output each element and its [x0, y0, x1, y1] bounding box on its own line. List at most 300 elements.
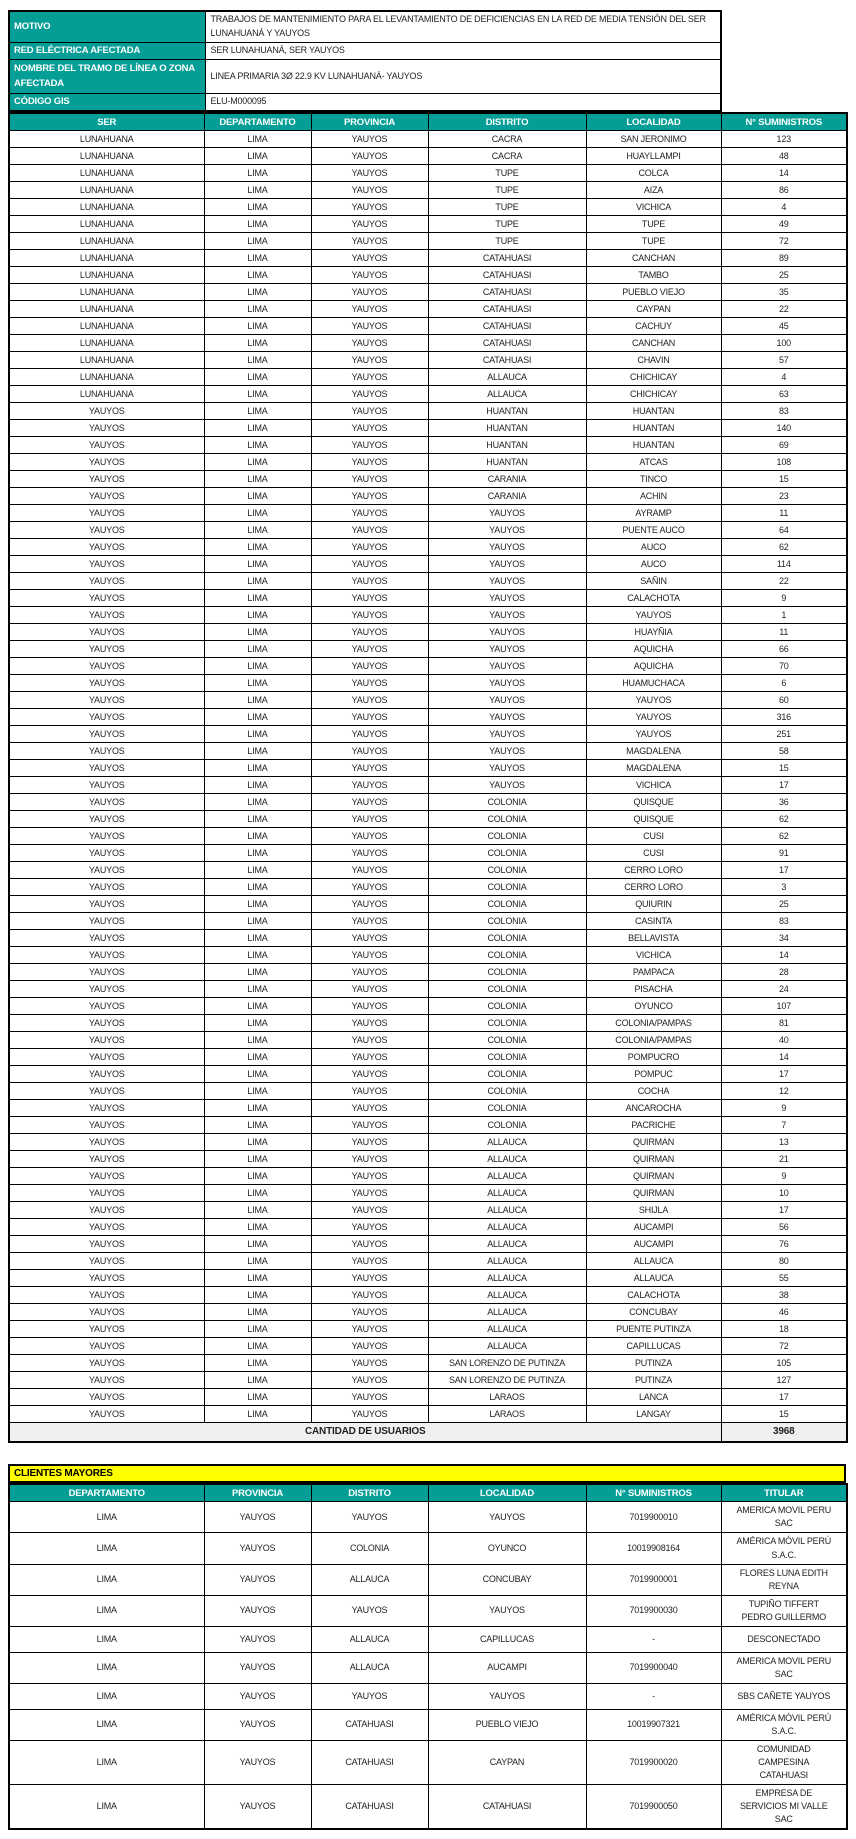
supplies-cell-1: LIMA: [204, 385, 311, 402]
supplies-cell-2: YAUYOS: [311, 997, 428, 1014]
supplies-cell-0: YAUYOS: [9, 1286, 204, 1303]
supplies-cell-1: LIMA: [204, 1371, 311, 1388]
supplies-cell-4: CUSI: [586, 827, 721, 844]
supplies-cell-1: LIMA: [204, 266, 311, 283]
supplies-cell-1: LIMA: [204, 980, 311, 997]
table-row: [9, 776, 847, 793]
supplies-cell-1: LIMA: [204, 1099, 311, 1116]
column-header: TITULAR: [721, 1484, 847, 1502]
supplies-cell-1: LIMA: [204, 130, 311, 147]
supplies-cell-0: YAUYOS: [9, 1388, 204, 1405]
supplies-cell-1: LIMA: [204, 589, 311, 606]
supplies-cell-5: 24: [721, 980, 847, 997]
supplies-cell-2: YAUYOS: [311, 1065, 428, 1082]
client-cell-2: COLONIA: [311, 1533, 428, 1564]
table-row: [9, 691, 847, 708]
supplies-cell-5: 57: [721, 351, 847, 368]
supplies-cell-0: YAUYOS: [9, 1065, 204, 1082]
table-row: [9, 1082, 847, 1099]
supplies-cell-3: CATAHUASI: [428, 351, 586, 368]
supplies-cell-1: LIMA: [204, 1065, 311, 1082]
supplies-cell-3: COLONIA: [428, 1082, 586, 1099]
supplies-cell-4: QUISQUE: [586, 793, 721, 810]
supplies-cell-5: 70: [721, 657, 847, 674]
table-row: [9, 725, 847, 742]
supplies-cell-0: YAUYOS: [9, 538, 204, 555]
table-row: [9, 1133, 847, 1150]
client-cell-4: 7019900030: [586, 1595, 721, 1626]
supplies-cell-0: LUNAHUANA: [9, 164, 204, 181]
supplies-cell-5: 105: [721, 1354, 847, 1371]
supplies-cell-5: 4: [721, 198, 847, 215]
supplies-cell-4: CAYPAN: [586, 300, 721, 317]
supplies-cell-4: CALACHOTA: [586, 1286, 721, 1303]
supplies-cell-1: LIMA: [204, 640, 311, 657]
supplies-cell-5: 17: [721, 1388, 847, 1405]
supplies-cell-1: LIMA: [204, 402, 311, 419]
table-row: [9, 453, 847, 470]
info-panel: [8, 10, 722, 112]
supplies-cell-0: YAUYOS: [9, 1031, 204, 1048]
supplies-cell-1: LIMA: [204, 912, 311, 929]
supplies-cell-2: YAUYOS: [311, 1354, 428, 1371]
column-header: N° SUMINISTROS: [586, 1484, 721, 1502]
supplies-cell-5: 9: [721, 1099, 847, 1116]
supplies-cell-2: YAUYOS: [311, 793, 428, 810]
table-row: [9, 1652, 847, 1683]
table-row: [9, 1269, 847, 1286]
supplies-cell-5: 17: [721, 861, 847, 878]
supplies-cell-2: YAUYOS: [311, 1405, 428, 1422]
supplies-cell-1: LIMA: [204, 997, 311, 1014]
supplies-cell-4: QUISQUE: [586, 810, 721, 827]
supplies-cell-4: TUPE: [586, 215, 721, 232]
supplies-cell-4: ALLAUCA: [586, 1252, 721, 1269]
table-row: [9, 674, 847, 691]
supplies-cell-4: PISACHA: [586, 980, 721, 997]
supplies-cell-4: COCHA: [586, 1082, 721, 1099]
supplies-cell-3: COLONIA: [428, 810, 586, 827]
supplies-cell-3: ALLAUCA: [428, 1167, 586, 1184]
table-row: [9, 1595, 847, 1626]
supplies-cell-0: YAUYOS: [9, 912, 204, 929]
supplies-cell-3: COLONIA: [428, 980, 586, 997]
supplies-cell-2: YAUYOS: [311, 317, 428, 334]
table-row: [9, 147, 847, 164]
supplies-cell-1: LIMA: [204, 538, 311, 555]
client-cell-1: YAUYOS: [204, 1626, 311, 1652]
column-header: LOCALIDAD: [428, 1484, 586, 1502]
supplies-cell-3: COLONIA: [428, 963, 586, 980]
supplies-cell-2: YAUYOS: [311, 946, 428, 963]
supplies-cell-4: HUAMUCHACA: [586, 674, 721, 691]
supplies-cell-3: LARAOS: [428, 1388, 586, 1405]
supplies-cell-5: 100: [721, 334, 847, 351]
table-row: [9, 538, 847, 555]
supplies-cell-3: HUANTAN: [428, 436, 586, 453]
supplies-cell-2: YAUYOS: [311, 606, 428, 623]
supplies-cell-0: YAUYOS: [9, 1116, 204, 1133]
supplies-cell-3: COLONIA: [428, 861, 586, 878]
supplies-cell-1: LIMA: [204, 1014, 311, 1031]
table-row: [9, 351, 847, 368]
supplies-cell-1: LIMA: [204, 1320, 311, 1337]
client-cell-3: CATAHUASI: [428, 1785, 586, 1830]
supplies-cell-5: 62: [721, 810, 847, 827]
supplies-cell-2: YAUYOS: [311, 249, 428, 266]
supplies-cell-5: 40: [721, 1031, 847, 1048]
supplies-cell-3: YAUYOS: [428, 708, 586, 725]
supplies-cell-0: YAUYOS: [9, 402, 204, 419]
supplies-cell-3: ALLAUCA: [428, 1286, 586, 1303]
supplies-cell-4: CERRO LORO: [586, 861, 721, 878]
table-row: [9, 1116, 847, 1133]
table-row: [9, 1252, 847, 1269]
table-row: [9, 521, 847, 538]
supplies-cell-4: HUANTAN: [586, 402, 721, 419]
supplies-cell-3: COLONIA: [428, 946, 586, 963]
client-cell-2: YAUYOS: [311, 1502, 428, 1533]
supplies-cell-3: CARANIA: [428, 487, 586, 504]
supplies-cell-3: CATAHUASI: [428, 334, 586, 351]
supplies-cell-5: 10: [721, 1184, 847, 1201]
info-row-red-afectada: [9, 42, 721, 59]
supplies-cell-5: 14: [721, 1048, 847, 1065]
supplies-cell-2: YAUYOS: [311, 844, 428, 861]
supplies-cell-1: LIMA: [204, 147, 311, 164]
supplies-cell-0: YAUYOS: [9, 1218, 204, 1235]
supplies-cell-1: LIMA: [204, 521, 311, 538]
table-row: [9, 572, 847, 589]
table-row: [9, 1150, 847, 1167]
supplies-cell-2: YAUYOS: [311, 368, 428, 385]
supplies-cell-3: YAUYOS: [428, 674, 586, 691]
supplies-cell-4: PUTINZA: [586, 1371, 721, 1388]
supplies-cell-3: YAUYOS: [428, 657, 586, 674]
supplies-cell-2: YAUYOS: [311, 1201, 428, 1218]
supplies-cell-2: YAUYOS: [311, 912, 428, 929]
table-row: [9, 1031, 847, 1048]
section-gap: [8, 1443, 848, 1464]
client-cell-5: DESCONECTADO: [721, 1626, 847, 1652]
supplies-cell-2: YAUYOS: [311, 402, 428, 419]
client-cell-0: LIMA: [9, 1502, 204, 1533]
supplies-cell-4: PUENTE PUTINZA: [586, 1320, 721, 1337]
supplies-cell-0: YAUYOS: [9, 606, 204, 623]
supplies-cell-5: 15: [721, 470, 847, 487]
supplies-cell-4: CASINTA: [586, 912, 721, 929]
supplies-cell-3: ALLAUCA: [428, 1201, 586, 1218]
supplies-cell-5: 58: [721, 742, 847, 759]
supplies-cell-5: 25: [721, 895, 847, 912]
supplies-cell-0: LUNAHUANA: [9, 266, 204, 283]
supplies-cell-4: HUANTAN: [586, 436, 721, 453]
supplies-cell-4: AIZA: [586, 181, 721, 198]
supplies-cell-2: YAUYOS: [311, 589, 428, 606]
supplies-cell-1: LIMA: [204, 436, 311, 453]
supplies-cell-1: LIMA: [204, 1354, 311, 1371]
supplies-cell-3: CATAHUASI: [428, 249, 586, 266]
supplies-cell-5: 23: [721, 487, 847, 504]
supplies-cell-4: CHICHICAY: [586, 368, 721, 385]
supplies-cell-2: YAUYOS: [311, 708, 428, 725]
supplies-cell-3: YAUYOS: [428, 589, 586, 606]
table-row: [9, 181, 847, 198]
supplies-cell-2: YAUYOS: [311, 1014, 428, 1031]
supplies-cell-5: 7: [721, 1116, 847, 1133]
client-cell-4: -: [586, 1626, 721, 1652]
table-row: [9, 164, 847, 181]
supplies-cell-5: 15: [721, 759, 847, 776]
table-row: [9, 657, 847, 674]
client-cell-4: -: [586, 1683, 721, 1709]
supplies-cell-3: ALLAUCA: [428, 1150, 586, 1167]
supplies-cell-0: LUNAHUANA: [9, 249, 204, 266]
supplies-cell-3: YAUYOS: [428, 555, 586, 572]
supplies-cell-2: YAUYOS: [311, 878, 428, 895]
supplies-cell-4: MAGDALENA: [586, 759, 721, 776]
supplies-cell-4: CONCUBAY: [586, 1303, 721, 1320]
supplies-cell-0: YAUYOS: [9, 470, 204, 487]
supplies-cell-5: 62: [721, 827, 847, 844]
supplies-cell-0: YAUYOS: [9, 674, 204, 691]
supplies-cell-4: CANCHAN: [586, 249, 721, 266]
supplies-cell-2: YAUYOS: [311, 861, 428, 878]
supplies-cell-4: AQUICHA: [586, 657, 721, 674]
supplies-cell-3: CATAHUASI: [428, 266, 586, 283]
supplies-cell-2: YAUYOS: [311, 759, 428, 776]
supplies-cell-1: LIMA: [204, 1269, 311, 1286]
supplies-cell-5: 64: [721, 521, 847, 538]
supplies-cell-5: 4: [721, 368, 847, 385]
column-header: PROVINCIA: [311, 113, 428, 130]
supplies-cell-3: TUPE: [428, 215, 586, 232]
client-cell-4: 7019900020: [586, 1740, 721, 1784]
supplies-cell-3: CATAHUASI: [428, 300, 586, 317]
column-header: PROVINCIA: [204, 1484, 311, 1502]
supplies-cell-2: YAUYOS: [311, 1235, 428, 1252]
supplies-cell-3: CARANIA: [428, 470, 586, 487]
supplies-cell-3: HUANTAN: [428, 453, 586, 470]
client-cell-2: CATAHUASI: [311, 1785, 428, 1830]
supplies-cell-5: 107: [721, 997, 847, 1014]
supplies-cell-4: OYUNCO: [586, 997, 721, 1014]
supplies-cell-5: 18: [721, 1320, 847, 1337]
supplies-cell-3: YAUYOS: [428, 725, 586, 742]
table-row: [9, 1167, 847, 1184]
client-cell-1: YAUYOS: [204, 1502, 311, 1533]
supplies-cell-1: LIMA: [204, 181, 311, 198]
supplies-cell-3: COLONIA: [428, 1065, 586, 1082]
supplies-cell-3: YAUYOS: [428, 572, 586, 589]
supplies-cell-3: COLONIA: [428, 1048, 586, 1065]
supplies-cell-1: LIMA: [204, 470, 311, 487]
supplies-cell-2: YAUYOS: [311, 215, 428, 232]
supplies-cell-1: LIMA: [204, 368, 311, 385]
supplies-cell-0: LUNAHUANA: [9, 317, 204, 334]
table-row: [9, 487, 847, 504]
supplies-cell-3: COLONIA: [428, 895, 586, 912]
table-row: [9, 232, 847, 249]
supplies-cell-4: LANCA: [586, 1388, 721, 1405]
table-row: [9, 1709, 847, 1740]
supplies-cell-5: 251: [721, 725, 847, 742]
supplies-cell-0: YAUYOS: [9, 1201, 204, 1218]
supplies-cell-4: AUCAMPI: [586, 1218, 721, 1235]
supplies-cell-1: LIMA: [204, 1133, 311, 1150]
client-cell-0: LIMA: [9, 1683, 204, 1709]
supplies-cell-0: YAUYOS: [9, 759, 204, 776]
table-row: [9, 300, 847, 317]
table-row: [9, 1564, 847, 1595]
table-row: [9, 861, 847, 878]
supplies-cell-2: YAUYOS: [311, 776, 428, 793]
table-row: [9, 708, 847, 725]
supplies-cell-4: COLONIA/PAMPAS: [586, 1031, 721, 1048]
supplies-cell-2: YAUYOS: [311, 453, 428, 470]
table-row: [9, 1320, 847, 1337]
supplies-cell-4: SAN JERONIMO: [586, 130, 721, 147]
table-row: [9, 929, 847, 946]
supplies-cell-1: LIMA: [204, 317, 311, 334]
table-row: [9, 895, 847, 912]
supplies-cell-1: LIMA: [204, 334, 311, 351]
supplies-cell-1: LIMA: [204, 1184, 311, 1201]
supplies-cell-4: CALACHOTA: [586, 589, 721, 606]
info-label-tramo-linea: NOMBRE DEL TRAMO DE LÍNEA O ZONA AFECTADA: [9, 60, 205, 94]
supplies-cell-1: LIMA: [204, 249, 311, 266]
supplies-cell-5: 12: [721, 1082, 847, 1099]
supplies-cell-0: YAUYOS: [9, 895, 204, 912]
supplies-cell-3: ALLAUCA: [428, 1269, 586, 1286]
supplies-cell-3: COLONIA: [428, 827, 586, 844]
supplies-cell-3: ALLAUCA: [428, 1184, 586, 1201]
supplies-cell-1: LIMA: [204, 827, 311, 844]
table-row: [9, 1337, 847, 1354]
supplies-cell-0: LUNAHUANA: [9, 385, 204, 402]
client-cell-3: CAPILLUCAS: [428, 1626, 586, 1652]
supplies-cell-5: 72: [721, 1337, 847, 1354]
supplies-cell-1: LIMA: [204, 419, 311, 436]
supplies-cell-5: 11: [721, 623, 847, 640]
supplies-cell-3: TUPE: [428, 164, 586, 181]
major-clients-banner: CLIENTES MAYORES: [8, 1464, 846, 1483]
supplies-cell-3: LARAOS: [428, 1405, 586, 1422]
supplies-cell-3: COLONIA: [428, 793, 586, 810]
supplies-cell-2: YAUYOS: [311, 623, 428, 640]
table-row: [9, 266, 847, 283]
client-cell-3: YAUYOS: [428, 1595, 586, 1626]
supplies-table: [8, 112, 848, 1443]
supplies-cell-0: LUNAHUANA: [9, 147, 204, 164]
supplies-cell-3: COLONIA: [428, 878, 586, 895]
supplies-cell-3: COLONIA: [428, 844, 586, 861]
supplies-cell-3: TUPE: [428, 181, 586, 198]
supplies-cell-0: YAUYOS: [9, 572, 204, 589]
table-row: [9, 980, 847, 997]
column-header: N° SUMINISTROS: [721, 113, 847, 130]
supplies-cell-5: 72: [721, 232, 847, 249]
supplies-cell-0: YAUYOS: [9, 725, 204, 742]
supplies-cell-2: YAUYOS: [311, 1133, 428, 1150]
supplies-cell-1: LIMA: [204, 164, 311, 181]
supplies-cell-1: LIMA: [204, 742, 311, 759]
supplies-cell-5: 80: [721, 1252, 847, 1269]
supplies-cell-3: COLONIA: [428, 997, 586, 1014]
table-row: [9, 317, 847, 334]
info-row-tramo-linea: [9, 60, 721, 94]
supplies-cell-1: LIMA: [204, 1031, 311, 1048]
supplies-cell-0: YAUYOS: [9, 1235, 204, 1252]
supplies-cell-0: YAUYOS: [9, 810, 204, 827]
supplies-cell-1: LIMA: [204, 1082, 311, 1099]
supplies-cell-2: YAUYOS: [311, 1167, 428, 1184]
client-cell-3: OYUNCO: [428, 1533, 586, 1564]
supplies-cell-1: LIMA: [204, 1337, 311, 1354]
client-cell-1: YAUYOS: [204, 1683, 311, 1709]
supplies-cell-2: YAUYOS: [311, 929, 428, 946]
table-row: [9, 793, 847, 810]
supplies-cell-3: YAUYOS: [428, 691, 586, 708]
supplies-cell-1: LIMA: [204, 1388, 311, 1405]
client-cell-2: YAUYOS: [311, 1683, 428, 1709]
supplies-cell-4: CUSI: [586, 844, 721, 861]
supplies-cell-0: YAUYOS: [9, 1184, 204, 1201]
supplies-cell-0: YAUYOS: [9, 1150, 204, 1167]
supplies-cell-5: 35: [721, 283, 847, 300]
supplies-cell-4: HUANTAN: [586, 419, 721, 436]
supplies-cell-0: YAUYOS: [9, 1354, 204, 1371]
table-row: [9, 1626, 847, 1652]
supplies-cell-3: CATAHUASI: [428, 283, 586, 300]
client-cell-2: YAUYOS: [311, 1595, 428, 1626]
supplies-cell-2: YAUYOS: [311, 742, 428, 759]
supplies-cell-2: YAUYOS: [311, 1150, 428, 1167]
client-cell-5: AMERICA MOVIL PERU SAC: [721, 1502, 847, 1533]
supplies-cell-4: PUEBLO VIEJO: [586, 283, 721, 300]
supplies-cell-5: 56: [721, 1218, 847, 1235]
client-cell-0: LIMA: [9, 1709, 204, 1740]
supplies-cell-4: SAÑIN: [586, 572, 721, 589]
supplies-cell-1: LIMA: [204, 708, 311, 725]
supplies-cell-0: YAUYOS: [9, 1167, 204, 1184]
info-value-tramo-linea: LINEA PRIMARIA 3Ø 22.9 KV LUNAHUANÁ- YAUYOS: [205, 60, 721, 94]
supplies-cell-5: 86: [721, 181, 847, 198]
supplies-cell-3: ALLAUCA: [428, 1133, 586, 1150]
supplies-cell-0: LUNAHUANA: [9, 198, 204, 215]
supplies-cell-1: LIMA: [204, 283, 311, 300]
supplies-cell-2: YAUYOS: [311, 1218, 428, 1235]
table-row: [9, 470, 847, 487]
supplies-cell-2: YAUYOS: [311, 1252, 428, 1269]
supplies-cell-2: YAUYOS: [311, 1082, 428, 1099]
supplies-cell-3: CACRA: [428, 130, 586, 147]
supplies-cell-0: LUNAHUANA: [9, 215, 204, 232]
table-row: [9, 368, 847, 385]
supplies-cell-1: LIMA: [204, 623, 311, 640]
supplies-cell-0: YAUYOS: [9, 1320, 204, 1337]
supplies-cell-2: YAUYOS: [311, 640, 428, 657]
table-row: [9, 1388, 847, 1405]
table-row: [9, 1218, 847, 1235]
table-row: [9, 1785, 847, 1830]
supplies-cell-3: YAUYOS: [428, 538, 586, 555]
supplies-cell-3: HUANTAN: [428, 419, 586, 436]
table-row: [9, 1184, 847, 1201]
supplies-cell-1: LIMA: [204, 487, 311, 504]
supplies-cell-0: YAUYOS: [9, 1405, 204, 1422]
supplies-cell-1: LIMA: [204, 946, 311, 963]
